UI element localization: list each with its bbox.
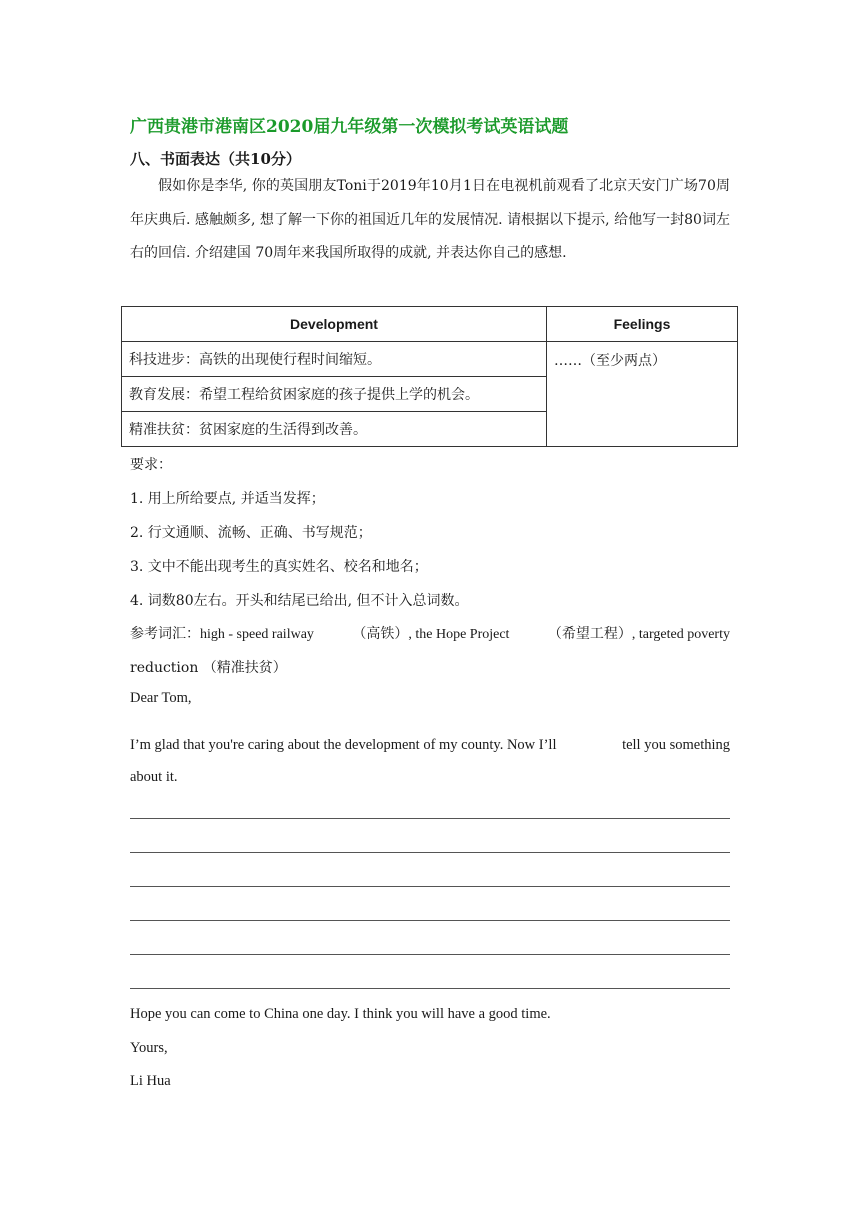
answer-line [130, 818, 730, 819]
page-title: 广西贵港市港南区2020届九年级第一次模拟考试英语试题 [130, 117, 569, 137]
answer-line [130, 920, 730, 921]
section-heading: 八、书面表达（共10分） [130, 150, 301, 168]
letter-closing: Hope you can come to China one day. I think you will have a good time. [130, 1006, 551, 1022]
letter-signature: Li Hua [130, 1073, 171, 1089]
table-row: 精准扶贫：贫困家庭的生活得到改善。 [122, 412, 547, 447]
table-row: 科技进步：高铁的出现使行程时间缩短。 [122, 342, 547, 377]
table-header-development: Development [122, 307, 547, 342]
answer-line [130, 852, 730, 853]
letter-opening-continued: about it. [130, 769, 178, 785]
letter-greeting: Dear Tom, [130, 690, 192, 706]
development-table [121, 306, 738, 447]
vocab-segment: 参考词汇：high - speed railway [130, 627, 314, 642]
requirement-item: 1. 用上所给要点, 并适当发挥； [130, 491, 325, 507]
requirement-item: 4. 词数80左右。开头和结尾已给出, 但不计入总词数。 [130, 593, 469, 609]
table-row: 教育发展：希望工程给贫困家庭的孩子提供上学的机会。 [122, 377, 547, 412]
vocab-line [130, 623, 730, 643]
vocab-line-continued: reduction （精准扶贫） [130, 660, 287, 676]
table-header-feelings: Feelings [547, 307, 738, 342]
letter-opening-segment: I’m glad that you're caring about the development of my county. Now I’ll [130, 737, 557, 753]
letter-signoff: Yours, [130, 1040, 168, 1056]
letter-opening-segment: tell you something [622, 737, 730, 753]
answer-line [130, 954, 730, 955]
vocab-segment: （希望工程）, targeted poverty [547, 627, 730, 642]
feelings-cell: ……（至少两点） [547, 342, 738, 447]
answer-line [130, 886, 730, 887]
vocab-segment: （高铁）, the Hope Project [352, 627, 510, 642]
answer-line [130, 988, 730, 989]
requirement-item: 2. 行文通顺、流畅、正确、书写规范； [130, 525, 372, 541]
requirements-label: 要求： [130, 457, 172, 473]
task-prompt: 假如你是李华, 你的英国朋友Toni于2019年10月1日在电视机前观看了北京天安门广场70周年庆典后. 感触颇多, 想了解一下你的祖国近几年的发展情况. 请根据以下提示, 给他写一封80词左右的回信. 介绍建国 70周年来我国所取得的成就, 并表达你自己的感想. [130, 178, 730, 261]
letter-opening-line [130, 737, 730, 754]
requirement-item: 3. 文中不能出现考生的真实姓名、校名和地名； [130, 559, 428, 575]
